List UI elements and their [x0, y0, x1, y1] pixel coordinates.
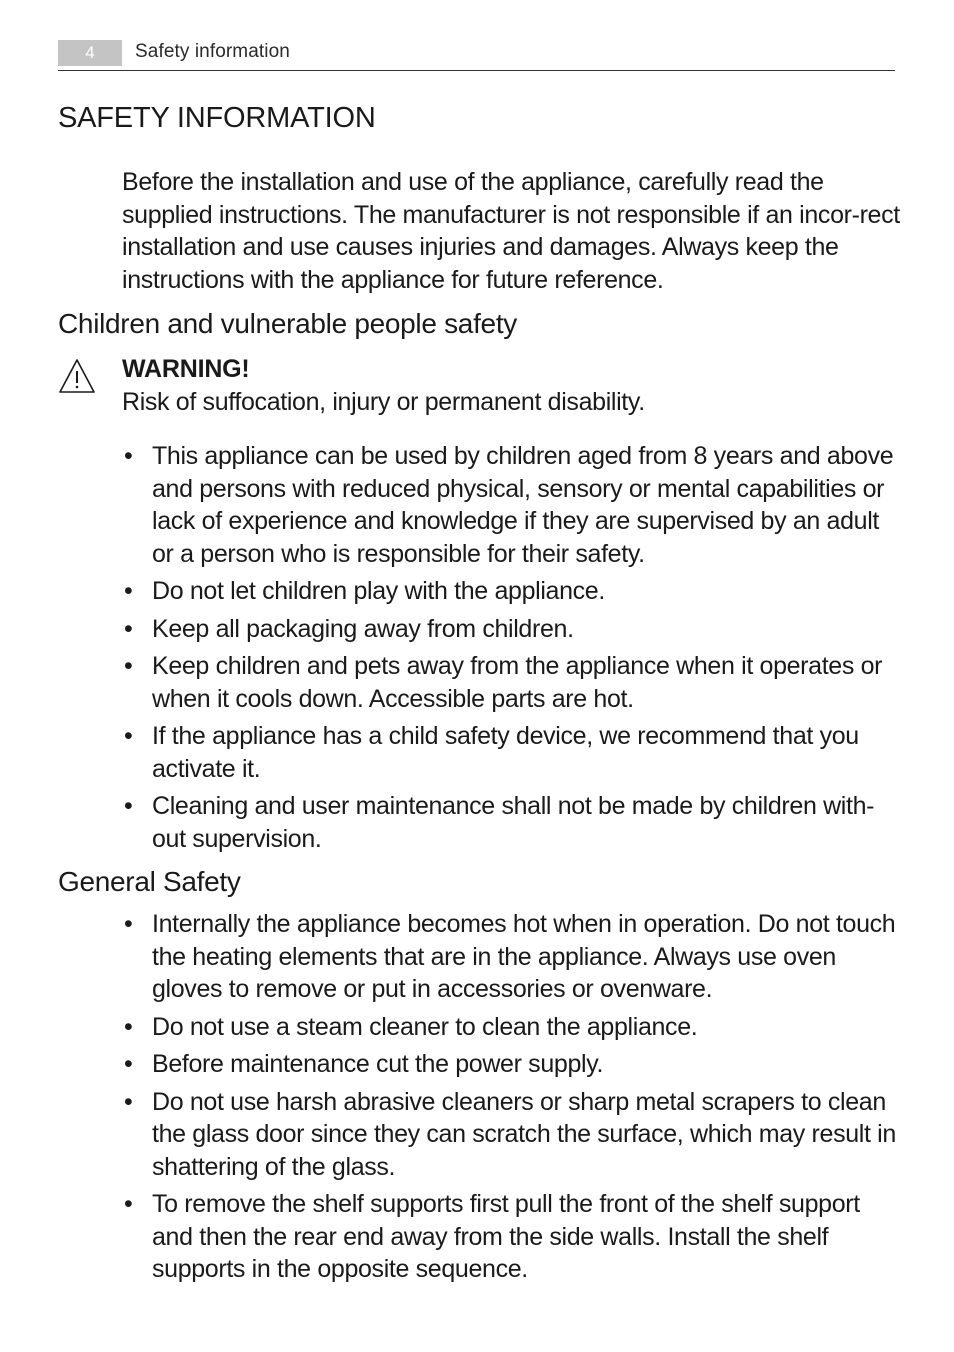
- bullet: •: [124, 1012, 133, 1041]
- warning-text: Risk of suffocation, injury or permanent disability.: [122, 388, 645, 416]
- warning-title: WARNING!: [122, 355, 250, 383]
- list-item-text: Cleaning and user maintenance shall not be made by children with-out supervision.: [152, 792, 875, 853]
- page-header: [58, 40, 895, 72]
- list-item-text: If the appliance has a child safety device, we recommend that you activate it.: [152, 722, 859, 783]
- bullet: •: [124, 577, 133, 605]
- list-item: [122, 1011, 902, 1044]
- list-item-text: Do not use harsh abrasive cleaners or sharp metal scrapers to clean the glass door since they can scratch the surface, which may result in shattering of the glass.: [152, 1087, 896, 1181]
- bullet: •: [124, 910, 133, 938]
- general-safety-list: [122, 908, 902, 1291]
- general-section-title: General Safety: [58, 866, 241, 897]
- children-section-title: Children and vulnerable people safety: [58, 308, 517, 339]
- intro-paragraph: Before the installation and use of the appliance, carefully read the supplied instructions. The manufacturer is not responsible if an incor-rect installation and use causes injuries and damages. Always keep the instructions with the appliance for future reference.: [122, 168, 900, 294]
- bullet: •: [124, 1087, 133, 1116]
- list-item-text: Internally the appliance becomes hot when in operation. Do not touch the heating elements that are in the appliance. Always use oven gloves to remove or put in accessories or ovenware.: [152, 910, 896, 1003]
- bullet: •: [124, 1190, 133, 1218]
- bullet: •: [124, 614, 133, 643]
- header-section-title: Safety information: [135, 41, 290, 62]
- bullet: •: [124, 442, 133, 470]
- list-item-text: Do not use a steam cleaner to clean the appliance.: [152, 1012, 698, 1041]
- list-item: [122, 790, 902, 855]
- list-item-text: This appliance can be used by children aged from 8 years and above and persons with reduced physical, sensory or mental capabilities or lack of experience and knowledge if they are supervised by an adult or a person who is responsible for their safety.: [152, 442, 894, 568]
- header-divider: [58, 70, 895, 71]
- bullet: •: [124, 722, 133, 750]
- children-safety-list: [122, 440, 902, 860]
- warning-triangle-icon: [58, 358, 96, 394]
- page-title: SAFETY INFORMATION: [58, 102, 376, 134]
- list-item-text: To remove the shelf supports first pull the front of the shelf support and then the rear end away from the side walls. Install the shelf supports in the opposite sequence.: [152, 1190, 860, 1283]
- list-item: [122, 650, 902, 715]
- page-number: 4: [58, 40, 122, 66]
- bullet: •: [124, 792, 133, 820]
- list-item: [122, 720, 902, 785]
- list-item-text: Before maintenance cut the power supply.: [152, 1050, 604, 1078]
- bullet: •: [124, 1050, 133, 1078]
- list-item-text: Do not let children play with the appliance.: [152, 577, 605, 605]
- list-item: [122, 1048, 902, 1081]
- list-item: [122, 440, 902, 570]
- list-item-text: Keep all packaging away from children.: [152, 614, 574, 643]
- list-item: [122, 575, 902, 608]
- list-item: [122, 908, 902, 1006]
- list-item: [122, 1188, 902, 1286]
- bullet: •: [124, 652, 133, 680]
- list-item: [122, 1086, 902, 1184]
- list-item: [122, 613, 902, 646]
- list-item-text: Keep children and pets away from the appliance when it operates or when it cools down. Accessible parts are hot.: [152, 652, 883, 713]
